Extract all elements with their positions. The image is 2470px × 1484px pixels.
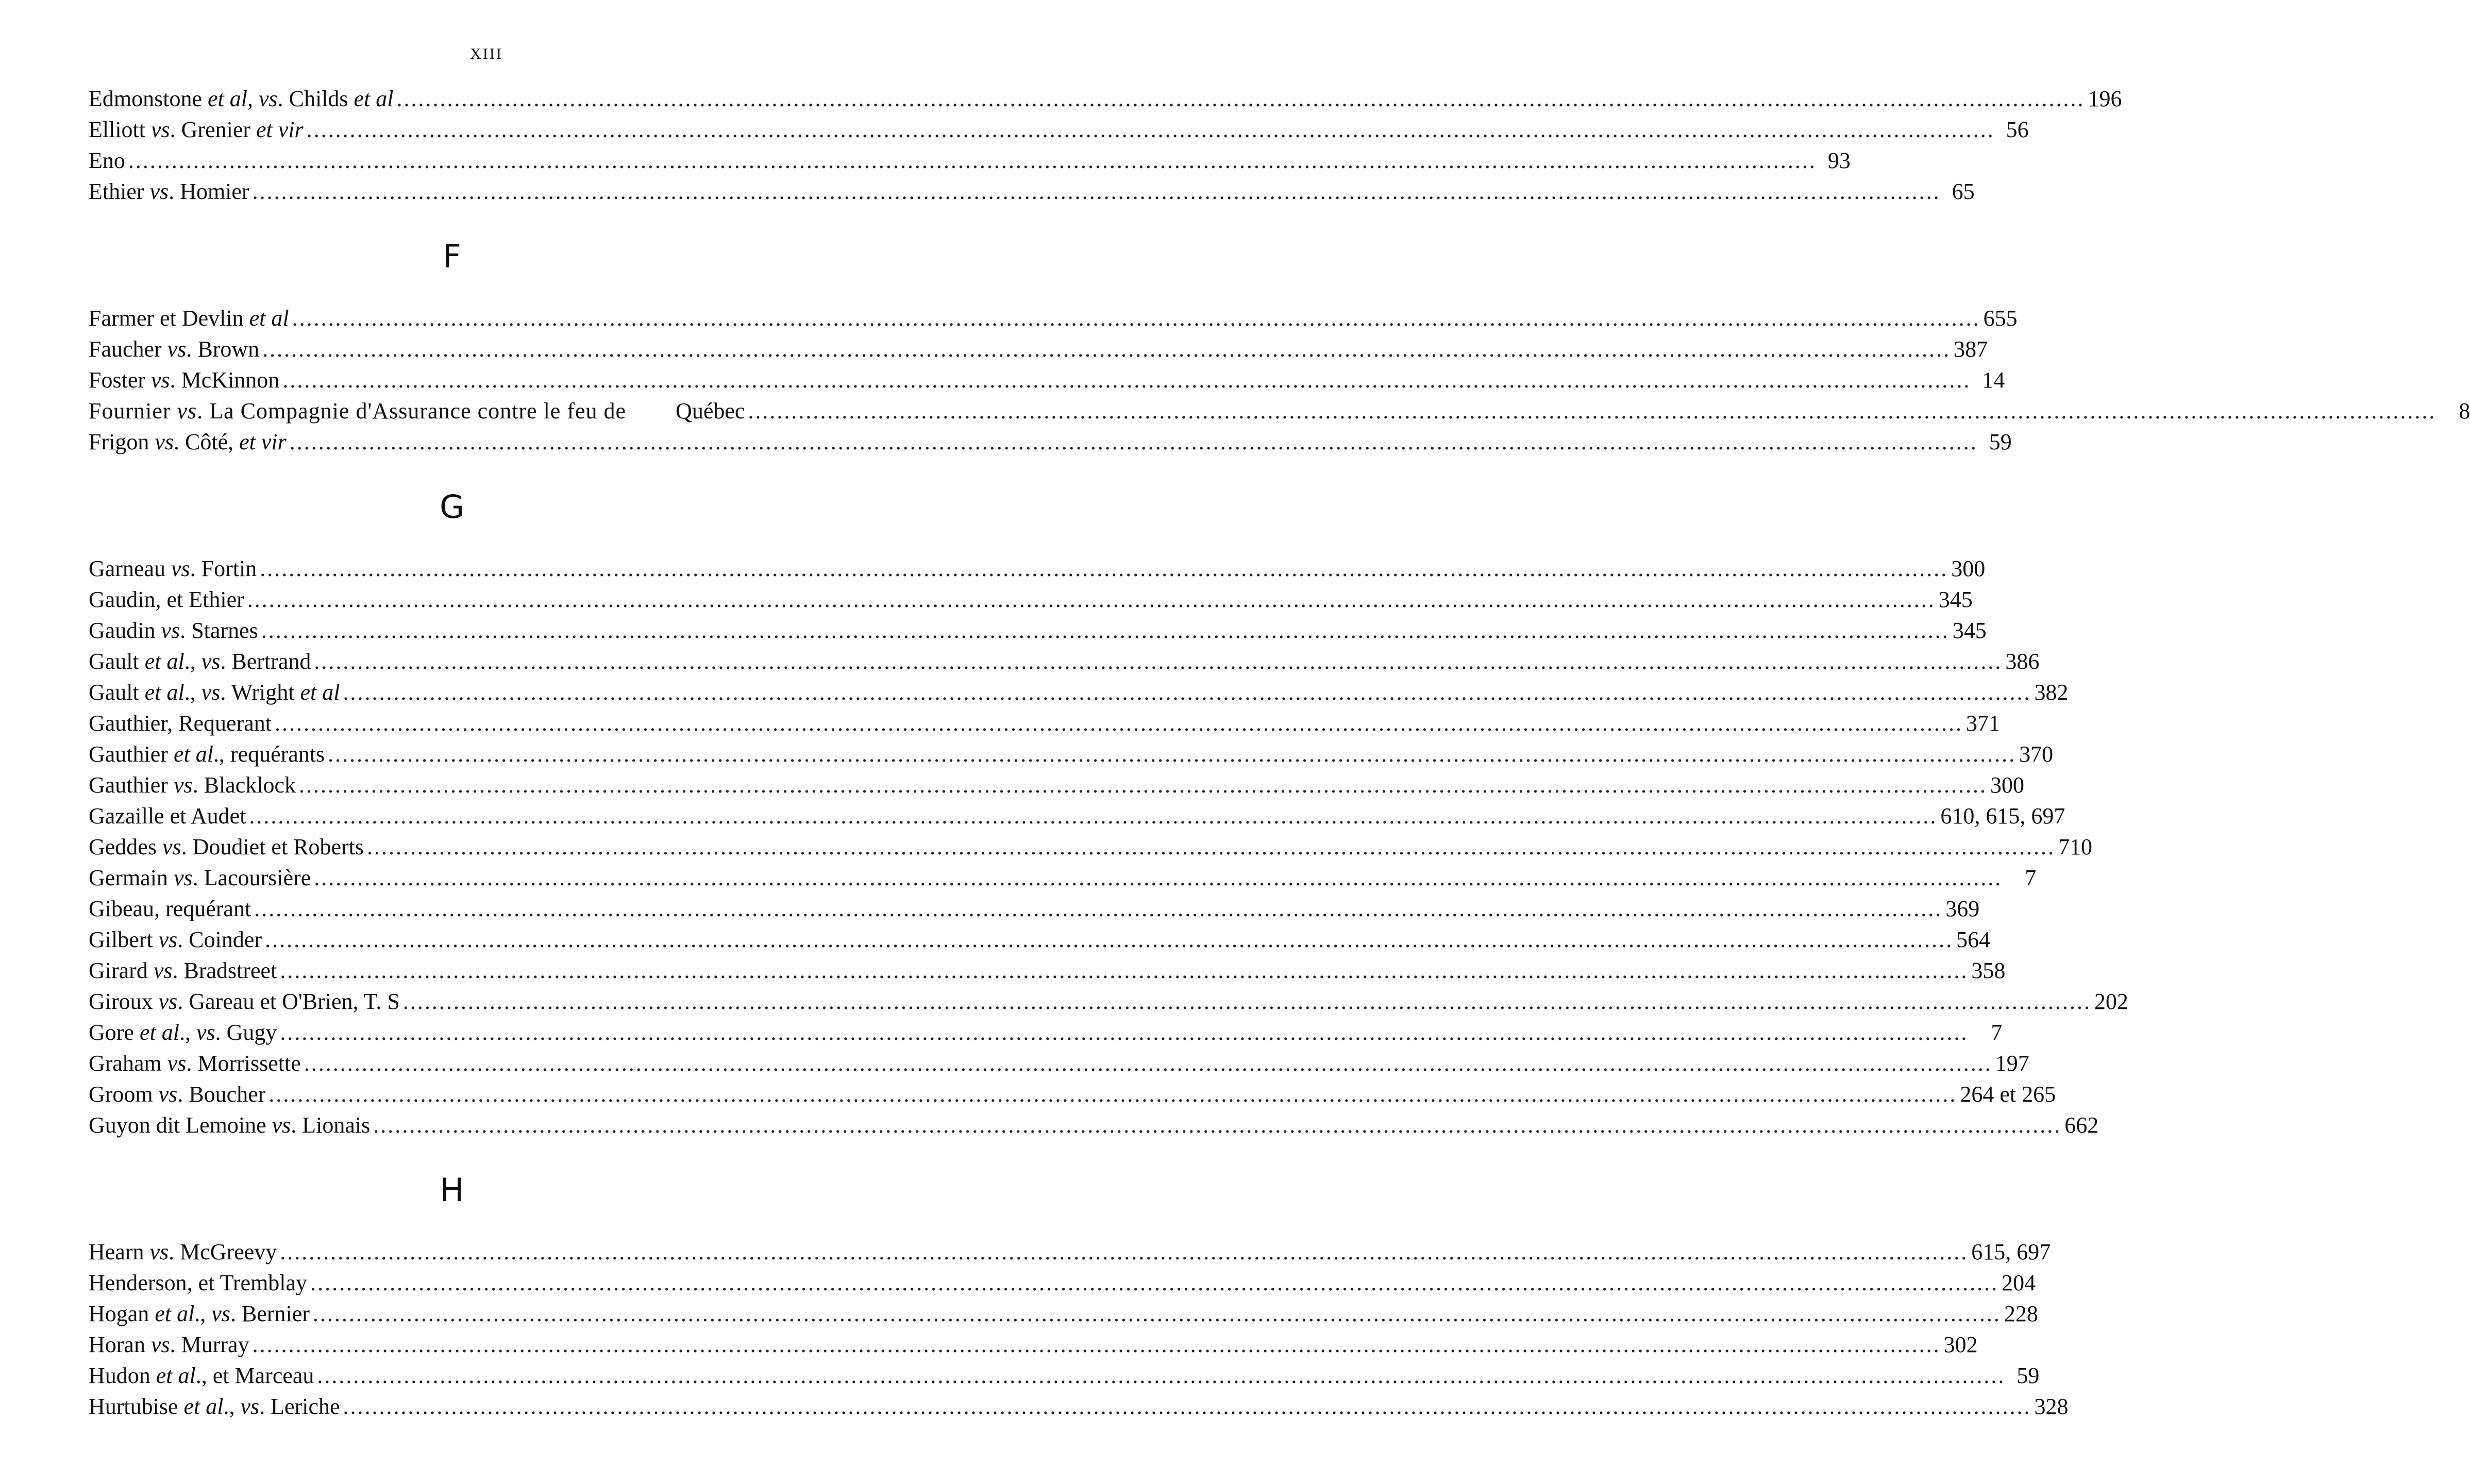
entry-page: 662	[2064, 1112, 2099, 1138]
dot-leader	[290, 427, 1978, 458]
entry-page: 345	[1952, 618, 1987, 643]
entry-name: Faucher vs. Brown	[89, 336, 260, 362]
entry-page: 93	[1827, 148, 1851, 173]
page-number: XIII	[470, 45, 503, 62]
index-entry	[89, 739, 2054, 770]
entry-page: 655	[1983, 306, 2018, 331]
index-entry	[89, 1110, 2099, 1141]
entry-name: Frigon vs. Côté, et vir	[89, 429, 287, 454]
index-entry	[89, 114, 2029, 145]
entry-page: 264 et 265	[1960, 1082, 2056, 1107]
dot-leader	[343, 677, 2031, 708]
entry-page: 8	[2459, 398, 2470, 424]
entry-page: 7	[1991, 1020, 2003, 1045]
index-entry	[89, 1268, 2036, 1298]
dot-leader	[275, 708, 1963, 739]
dot-leader	[343, 1391, 2031, 1422]
index-entry	[89, 924, 1991, 955]
dot-leader	[280, 1017, 1968, 1048]
index-entry	[89, 83, 2122, 114]
index-entry	[89, 334, 1988, 365]
entry-name: Gore et al., vs. Gugy	[89, 1020, 277, 1045]
index-entry	[89, 801, 2065, 832]
entry-page: 228	[2004, 1301, 2038, 1326]
index-entry	[89, 986, 2128, 1017]
dot-leader	[265, 924, 1953, 955]
entry-name: Hurtubise et al., vs. Leriche	[89, 1394, 340, 1419]
entry-page: 300	[1990, 772, 2024, 798]
entry-name: Farmer et Devlin et al	[89, 306, 289, 331]
entry-page: 610, 615, 697	[1940, 803, 2065, 829]
dot-leader	[307, 114, 1995, 145]
dot-leader	[282, 365, 1971, 396]
index-entry	[89, 1360, 2040, 1391]
entry-continuation: Québec	[676, 398, 745, 424]
dot-leader	[268, 1079, 1957, 1110]
entry-page: 65	[1952, 179, 1975, 204]
index-entry	[89, 553, 1986, 584]
entry-page: 615, 697	[1971, 1239, 2051, 1264]
entry-page: 59	[2017, 1363, 2040, 1388]
index-entry	[89, 1298, 2038, 1329]
entry-name: Foster vs. McKinnon	[89, 367, 280, 393]
index-list	[89, 83, 2470, 1422]
index-entry	[89, 832, 2093, 863]
entry-page: 328	[2034, 1394, 2069, 1419]
entry-page: 369	[1945, 896, 1980, 921]
entry-page: 196	[2088, 86, 2122, 111]
entry-page: 59	[1989, 429, 2012, 454]
index-entry	[89, 1329, 1978, 1360]
entry-name: Gault et al., vs. Wright et al	[89, 680, 340, 705]
entry-name: Gauthier, Requerant	[89, 711, 272, 736]
entry-page: 7	[2025, 865, 2037, 890]
entry-page: 564	[1956, 927, 1991, 952]
entry-name: Garneau vs. Fortin	[89, 556, 257, 581]
entry-page: 370	[2019, 741, 2054, 767]
entry-name: Edmonstone et al, vs. Childs et al	[89, 86, 394, 111]
dot-leader	[748, 396, 2436, 427]
entry-page: 371	[1966, 711, 2000, 736]
entry-name: Hudon et al., et Marceau	[89, 1363, 314, 1388]
entry-page: 204	[2002, 1270, 2036, 1295]
entry-name: Eno	[89, 148, 125, 173]
dot-leader	[128, 145, 1817, 176]
dot-leader	[317, 1360, 2005, 1391]
dot-leader	[299, 770, 1987, 801]
index-entry	[89, 176, 1975, 207]
entry-page: 56	[2006, 117, 2029, 142]
index-entry	[89, 770, 2024, 801]
entry-page: 358	[1971, 958, 2006, 983]
entry-name: Hearn vs. McGreevy	[89, 1239, 277, 1264]
dot-leader	[314, 646, 2002, 677]
entry-name: Gaudin vs. Starnes	[89, 618, 258, 643]
entry-page: 382	[2034, 680, 2069, 705]
index-entry	[89, 1391, 2069, 1422]
entry-page: 345	[1938, 587, 1973, 612]
entry-name: Graham vs. Morrissette	[89, 1051, 301, 1076]
entry-name: Geddes vs. Doudiet et Roberts	[89, 834, 364, 859]
dot-leader	[280, 1237, 1968, 1268]
entry-name: Gauthier et al., requérants	[89, 741, 325, 767]
index-entry	[89, 584, 1973, 615]
entry-name: Gaudin, et Ethier	[89, 587, 244, 612]
entry-page: 302	[1943, 1332, 1978, 1357]
index-entry	[89, 893, 1980, 924]
dot-leader	[328, 739, 2016, 770]
entry-page: 300	[1951, 556, 1986, 581]
entry-name: Hogan et al., vs. Bernier	[89, 1301, 310, 1326]
index-entry	[89, 1079, 2056, 1110]
index-entry	[89, 145, 1851, 176]
entry-page: 386	[2005, 649, 2040, 674]
dot-leader	[247, 584, 1936, 615]
dot-leader	[253, 176, 1941, 207]
entry-name: Gibeau, requérant	[89, 896, 251, 921]
entry-page: 387	[1954, 336, 1988, 362]
index-entry	[89, 1237, 2051, 1268]
dot-leader	[280, 955, 1968, 986]
entry-page: 14	[1982, 367, 2005, 393]
index-entry	[89, 955, 2006, 986]
entry-name: Ethier vs. Homier	[89, 179, 249, 204]
entry-name: Fournier vs. La Compagnie d'Assurance contre le feu de	[89, 398, 627, 424]
dot-leader	[373, 1110, 2061, 1141]
entry-name: Gault et al., vs. Bertrand	[89, 649, 311, 674]
entry-name: Girard vs. Bradstreet	[89, 958, 277, 983]
dot-leader	[310, 1268, 1998, 1298]
dot-leader	[253, 1329, 1941, 1360]
entry-name: Horan vs. Murray	[89, 1332, 249, 1357]
section-letter: F	[443, 238, 462, 275]
dot-leader	[254, 893, 1942, 924]
index-entry	[89, 396, 2470, 427]
entry-page: 202	[2094, 989, 2128, 1014]
entry-name: Germain vs. Lacoursière	[89, 865, 311, 890]
index-entry	[89, 615, 1987, 646]
entry-name: Gilbert vs. Coinder	[89, 927, 262, 952]
entry-name: Elliott vs. Grenier et vir	[89, 117, 304, 142]
dot-leader	[313, 1298, 2001, 1329]
entry-page: 197	[1995, 1051, 2029, 1076]
dot-leader	[367, 832, 2055, 863]
entry-name: Giroux vs. Gareau et O'Brien, T. S	[89, 989, 400, 1014]
index-entry	[89, 1048, 2029, 1079]
dot-leader	[260, 553, 1948, 584]
entry-name: Groom vs. Boucher	[89, 1082, 266, 1107]
index-entry	[89, 365, 2005, 396]
dot-leader	[262, 334, 1951, 365]
dot-leader	[397, 83, 2085, 114]
index-entry	[89, 303, 2018, 334]
index-entry	[89, 427, 2012, 458]
dot-leader	[249, 801, 1937, 832]
dot-leader	[261, 615, 1950, 646]
entry-name: Gauthier vs. Blacklock	[89, 772, 296, 798]
index-entry	[89, 708, 2000, 739]
dot-leader	[314, 863, 2002, 893]
entry-page: 710	[2058, 834, 2093, 859]
index-entry	[89, 1017, 2003, 1048]
dot-leader	[292, 303, 1980, 334]
index-entry	[89, 646, 2040, 677]
entry-name: Henderson, et Tremblay	[89, 1270, 308, 1295]
dot-leader	[304, 1048, 1992, 1079]
section-letter: G	[439, 488, 466, 526]
section-letter: H	[440, 1171, 465, 1209]
index-entry	[89, 863, 2037, 893]
entry-name: Guyon dit Lemoine vs. Lionais	[89, 1112, 371, 1138]
index-entry	[89, 677, 2069, 708]
dot-leader	[403, 986, 2091, 1017]
entry-name: Gazaille et Audet	[89, 803, 246, 829]
